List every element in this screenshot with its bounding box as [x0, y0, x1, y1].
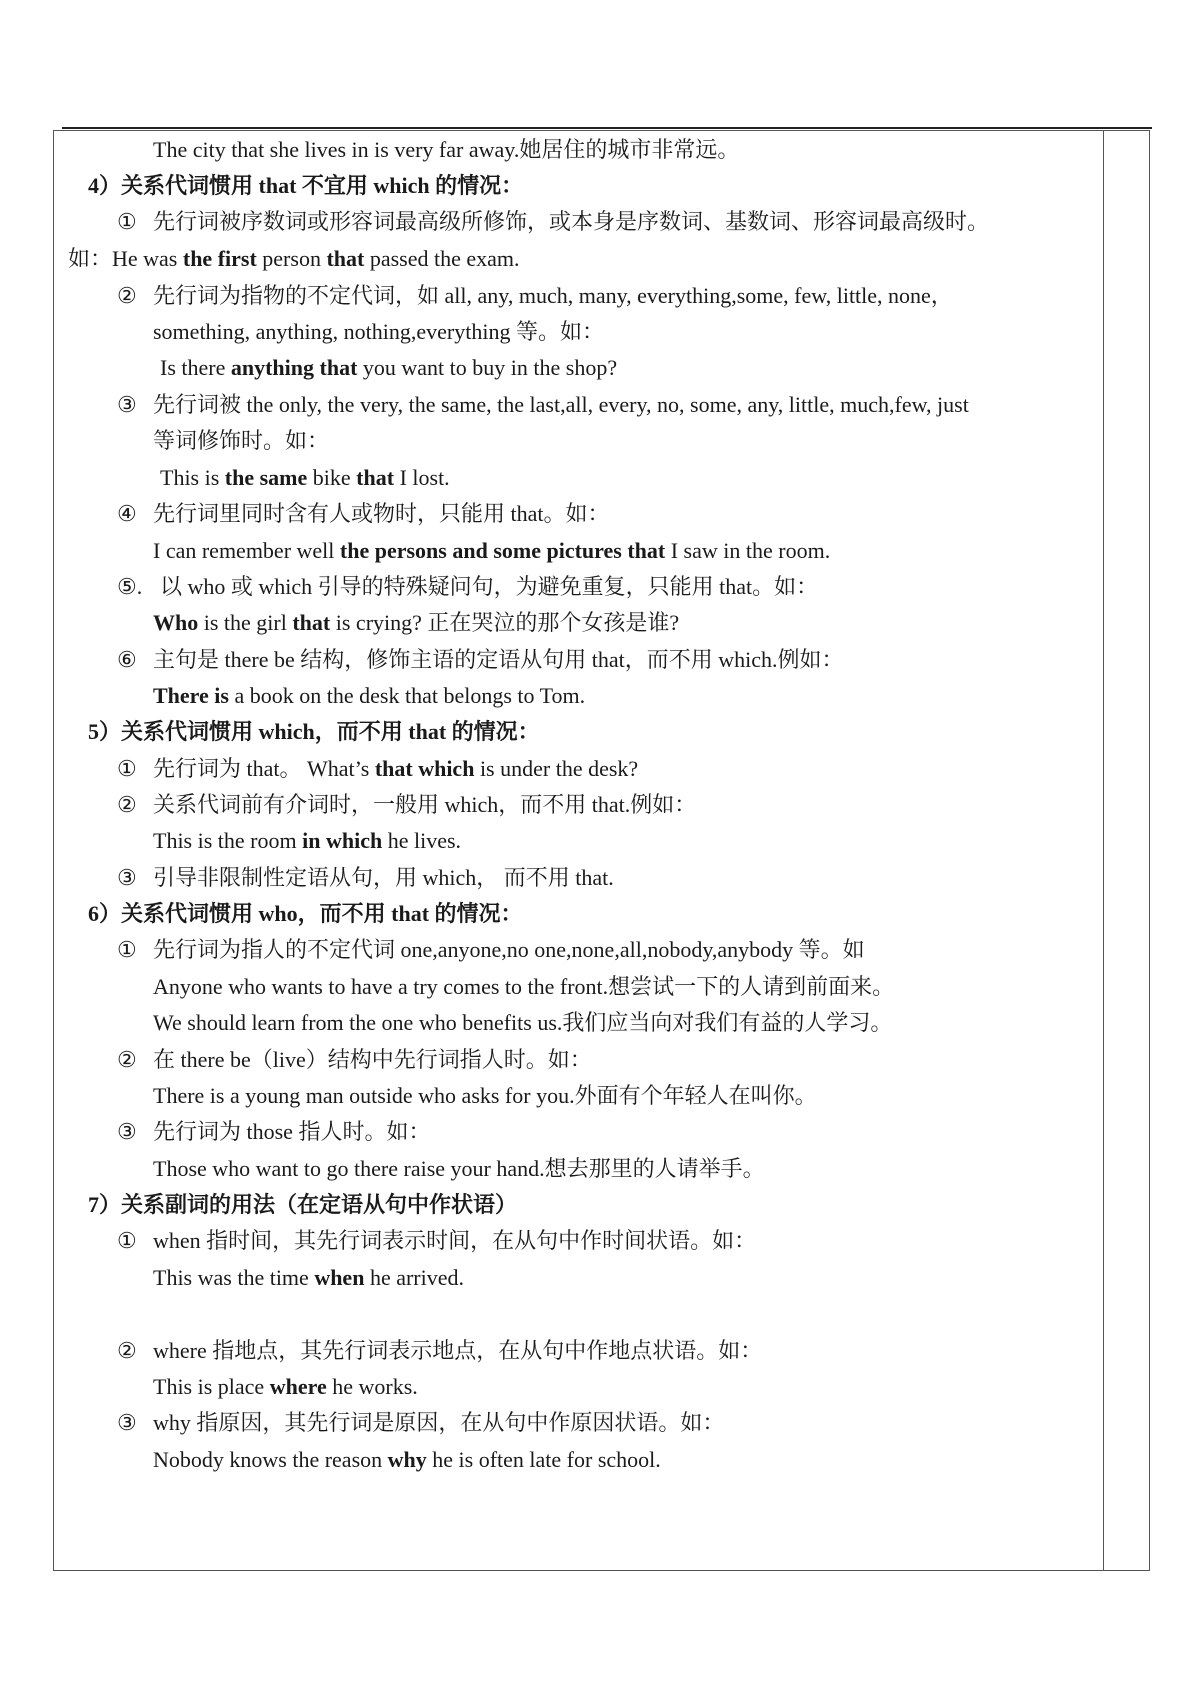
item-number: ④ — [117, 501, 137, 526]
rule-4-1: 先行词被序数词或形容词最高级所修饰，或本身是序数词、基数词、形容词最高级时。 — [153, 209, 990, 234]
section-7-heading: 7）关系副词的用法（在定语从句中作状语） — [88, 1192, 518, 1217]
item-number: ⑤. — [117, 574, 143, 599]
item-number: ① — [117, 756, 137, 781]
rule-4-2: 先行词为指物的不定代词，如 all, any, much, many, everything,some, few, little, none， — [153, 283, 953, 308]
item-number: ③ — [117, 1410, 137, 1435]
rule-5-1: 先行词为 that。 What’s that which is under the desk? — [153, 756, 639, 781]
example-in-which: This is the room in which he lives. — [153, 828, 462, 853]
example-anyone: Anyone who wants to have a try comes to the front.想尝试一下的人请到前面来。 — [153, 974, 895, 999]
item-number: ③ — [117, 865, 137, 890]
top-rule — [62, 127, 1152, 129]
example-when: This was the time when he arrived. — [153, 1265, 464, 1290]
section-4-heading: 4）关系代词惯用 that 不宜用 which 的情况： — [88, 173, 524, 198]
item-number: ② — [117, 1338, 137, 1363]
rule-6-2: 在 there be（live）结构中先行词指人时。如： — [153, 1047, 592, 1072]
example-where: This is place where he works. — [153, 1374, 418, 1399]
example-same-bike: This is the same bike that I lost. — [160, 465, 450, 490]
item-number: ② — [117, 1047, 137, 1072]
item-number: ① — [117, 937, 137, 962]
rule-6-1: 先行词为指人的不定代词 one,anyone,no one,none,all,nobody,anybody 等。如 — [153, 937, 865, 962]
example-why: Nobody knows the reason why he is often late for school. — [153, 1447, 661, 1472]
rule-4-3: 先行词被 the only, the very, the same, the last,all, every, no, some, any, little, much,few, just — [153, 392, 969, 417]
rule-7-2: where 指地点，其先行词表示地点，在从句中作地点状语。如： — [153, 1338, 763, 1363]
rule-4-2-cont: something, anything, nothing,everything 等。如： — [153, 319, 604, 344]
example-anything: Is there anything that you want to buy in the shop? — [160, 355, 618, 380]
item-number: ③ — [117, 392, 137, 417]
rule-6-3: 先行词为 those 指人时。如： — [153, 1119, 431, 1144]
item-number: ③ — [117, 1119, 137, 1144]
item-number: ② — [117, 792, 137, 817]
item-number: ① — [117, 1228, 137, 1253]
example-young-man: There is a young man outside who asks for you.外面有个年轻人在叫你。 — [153, 1083, 817, 1108]
item-number: ① — [117, 209, 137, 234]
rule-4-5: 以 who 或 which 引导的特殊疑问句，为避免重复，只能用 that。如： — [160, 574, 819, 599]
example-those: Those who want to go there raise your hand.想去那里的人请举手。 — [153, 1156, 765, 1181]
section-6-heading: 6）关系代词惯用 who，而不用 that 的情况： — [88, 901, 523, 926]
rule-4-6: 主句是 there be 结构，修饰主语的定语从句用 that，而不用 which.例如： — [153, 647, 844, 672]
rule-5-2: 关系代词前有介词时，一般用 which，而不用 that.例如： — [153, 792, 697, 817]
section-5-heading: 5）关系代词惯用 which，而不用 that 的情况： — [88, 719, 540, 744]
rule-7-3: why 指原因，其先行词是原因，在从句中作原因状语。如： — [153, 1410, 725, 1435]
item-number: ② — [117, 283, 137, 308]
rule-4-4: 先行词里同时含有人或物时，只能用 that。如： — [153, 501, 610, 526]
example-who-crying: Who is the girl that is crying? 正在哭泣的那个女孩是谁? — [153, 610, 680, 635]
example-the-one: We should learn from the one who benefits us.我们应当向对我们有益的人学习。 — [153, 1010, 893, 1035]
item-number: ⑥ — [117, 647, 137, 672]
rule-4-3-cont: 等词修饰时。如： — [153, 428, 330, 453]
example-persons: I can remember well the persons and some pictures that I saw in the room. — [153, 538, 831, 563]
example-city: The city that she lives in is very far away.她居住的城市非常远。 — [153, 137, 740, 162]
column-divider — [1103, 130, 1104, 1571]
example-there-is: There is a book on the desk that belongs to Tom. — [153, 683, 586, 708]
rule-7-1: when 指时间，其先行词表示时间，在从句中作时间状语。如： — [153, 1228, 757, 1253]
rule-5-3: 引导非限制性定语从句，用 which， 而不用 that. — [153, 865, 614, 890]
example-first: 如：He was the first person that passed the exam. — [68, 246, 520, 271]
